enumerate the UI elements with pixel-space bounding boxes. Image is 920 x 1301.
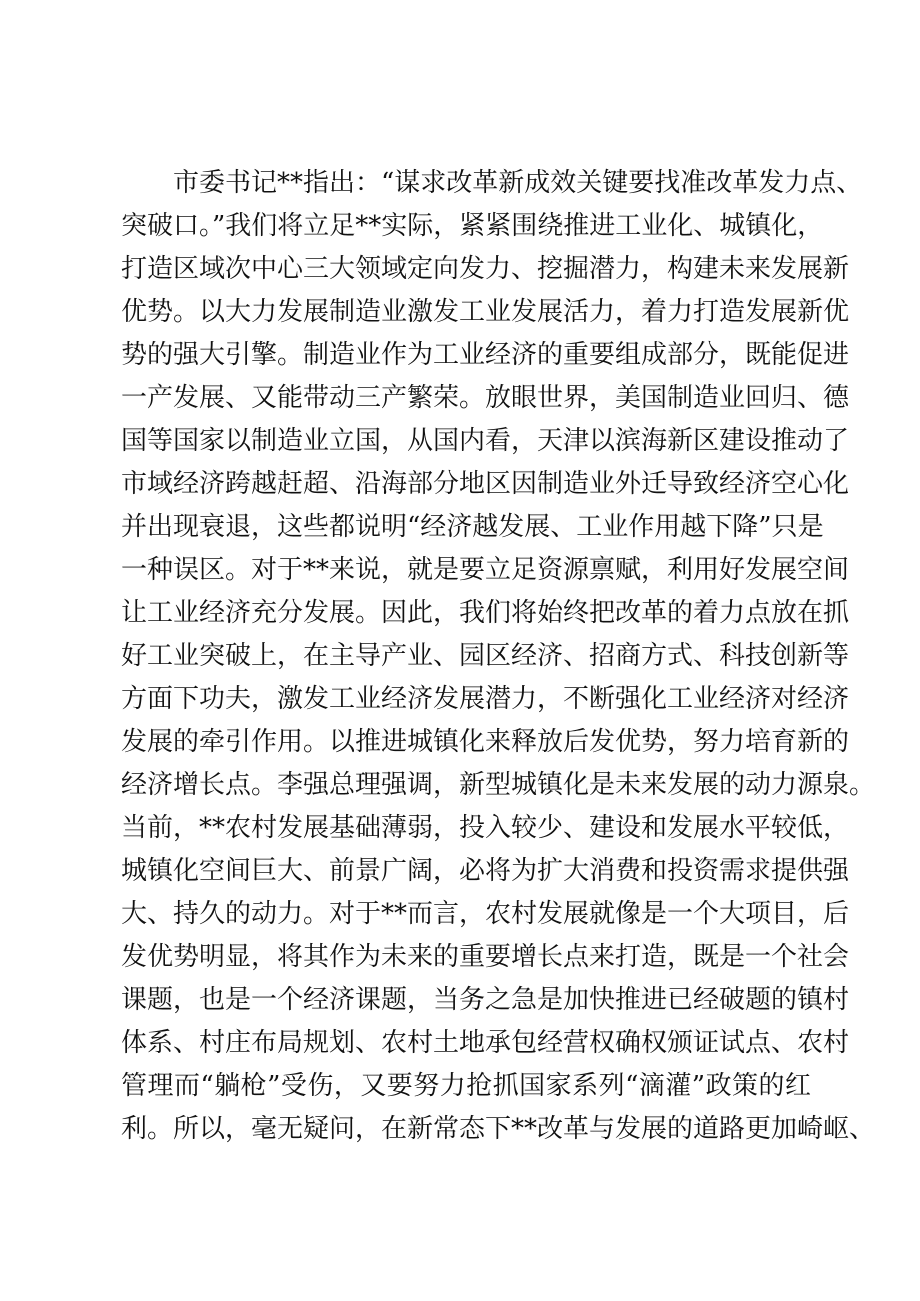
text-line: 一种误区。对于**来说，就是要立足资源禀赋，利用好发展空间	[121, 555, 850, 585]
text-line: 突破口。”我们将立足**实际，紧紧围绕推进工业化、城镇化，	[121, 211, 824, 241]
text-line: 让工业经济充分发展。因此，我们将始终把改革的着力点放在抓	[121, 598, 850, 628]
text-line: 优势。以大力发展制造业激发工业发展活力，着力打造发展新优	[121, 297, 850, 327]
text-line: 管理而“躺枪”受伤，又要努力抢抓国家系列“滴灌”政策的红	[121, 1071, 811, 1101]
text-line: 市域经济跨越赶超、沿海部分地区因制造业外迁导致经济空心化	[121, 469, 850, 499]
text-line: 势的强大引擎。制造业作为工业经济的重要组成部分，既能促进	[121, 340, 850, 370]
text-line: 好工业突破上，在主导产业、园区经济、招商方式、科技创新等	[121, 641, 850, 671]
text-line: 发展的牵引作用。以推进城镇化来释放后发优势，努力培育新的	[121, 727, 850, 757]
text-line: 当前，**农村发展基础薄弱，投入较少、建设和发展水平较低，	[121, 813, 850, 843]
text-line: 大、持久的动力。对于**而言，农村发展就像是一个大项目，后	[121, 899, 850, 929]
text-line: 一产发展、又能带动三产繁荣。放眼世界，美国制造业回归、德	[121, 383, 850, 413]
text-line: 并出现衰退，这些都说明“经济越发展、工业作用越下降”只是	[121, 512, 824, 542]
text-line: 打造区域次中心三大领域定向发力、挖掘潜力，构建未来发展新	[121, 254, 850, 284]
text-line: 课题，也是一个经济课题，当务之急是加快推进已经破题的镇村	[121, 985, 850, 1015]
text-line: 经济增长点。李强总理强调，新型城镇化是未来发展的动力源泉。	[121, 770, 876, 800]
text-line: 方面下功夫，激发工业经济发展潜力，不断强化工业经济对经济	[121, 684, 850, 714]
text-line: 市委书记**指出：“谋求改革新成效关键要找准改革发力点、	[173, 168, 863, 198]
text-line: 体系、村庄布局规划、农村土地承包经营权确权颁证试点、农村	[121, 1028, 850, 1058]
text-line: 利。所以，毫无疑问，在新常态下**改革与发展的道路更加崎岖、	[121, 1114, 876, 1144]
text-line: 国等国家以制造业立国，从国内看，天津以滨海新区建设推动了	[121, 426, 850, 456]
text-line: 城镇化空间巨大、前景广阔，必将为扩大消费和投资需求提供强	[121, 856, 850, 886]
text-line: 发优势明显，将其作为未来的重要增长点来打造，既是一个社会	[121, 942, 850, 972]
